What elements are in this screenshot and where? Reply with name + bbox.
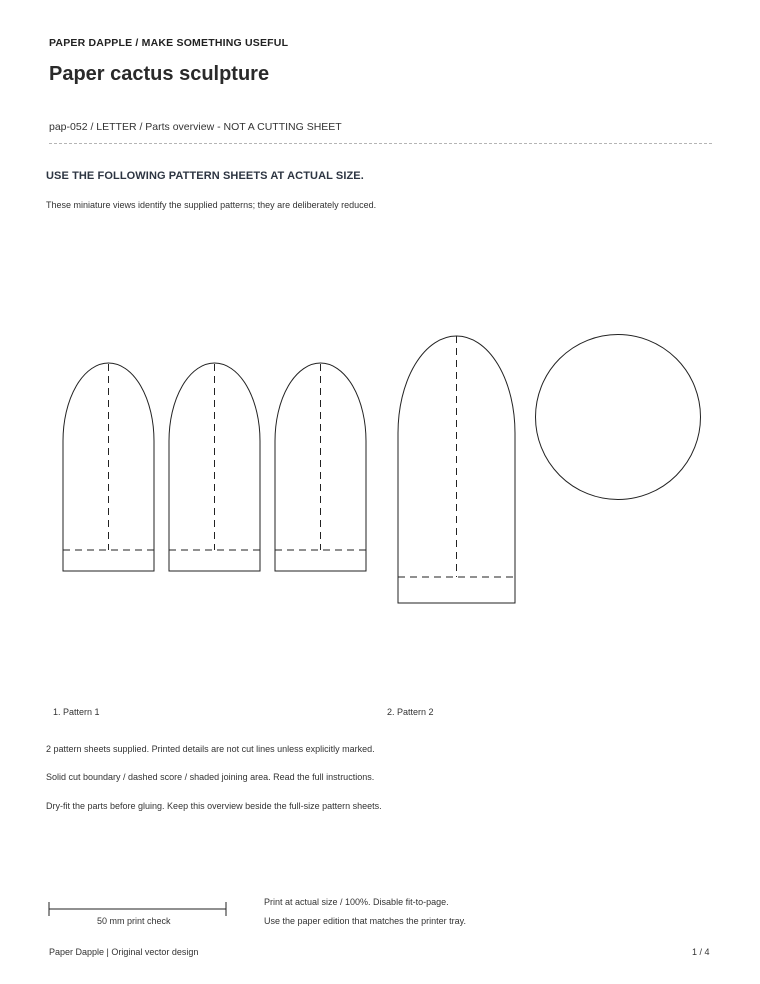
pattern-1-piece-2 (169, 363, 260, 571)
pattern-2-tall-piece (398, 336, 515, 603)
page-title: Paper cactus sculpture (49, 63, 270, 85)
pattern-2-circle (536, 335, 701, 500)
pattern-1-piece-1 (63, 363, 154, 571)
pattern-2-label: 2. Pattern 2 (387, 707, 434, 717)
page-number: 1 / 4 (692, 947, 710, 957)
instructions-intro: These miniature views identify the supplied patterns; they are deliberately reduced. (46, 200, 377, 210)
brand-line: PAPER DAPPLE / MAKE SOMETHING USEFUL (49, 37, 289, 49)
pattern-1-label: 1. Pattern 1 (53, 707, 100, 717)
note-legend: Solid cut boundary / dashed score / shaded joining area. Read the full instructions. (46, 772, 375, 782)
print-instruction-size: Print at actual size / 100%. Disable fit-to-page. (264, 897, 449, 907)
pattern-1-piece-3 (275, 363, 366, 571)
note-dry-fit: Dry-fit the parts before gluing. Keep this overview beside the full-size pattern sheets. (46, 801, 382, 811)
footer-credit: Paper Dapple | Original vector design (49, 947, 199, 957)
instructions-heading: USE THE FOLLOWING PATTERN SHEETS AT ACTUAL SIZE. (46, 170, 364, 182)
document-meta: pap-052 / LETTER / Parts overview - NOT A CUTTING SHEET (49, 121, 342, 133)
note-sheets: 2 pattern sheets supplied. Printed details are not cut lines unless explicitly marked. (46, 744, 375, 754)
scale-bar (49, 902, 226, 916)
scale-bar-label: 50 mm print check (97, 916, 171, 926)
print-instruction-paper: Use the paper edition that matches the printer tray. (264, 916, 466, 926)
